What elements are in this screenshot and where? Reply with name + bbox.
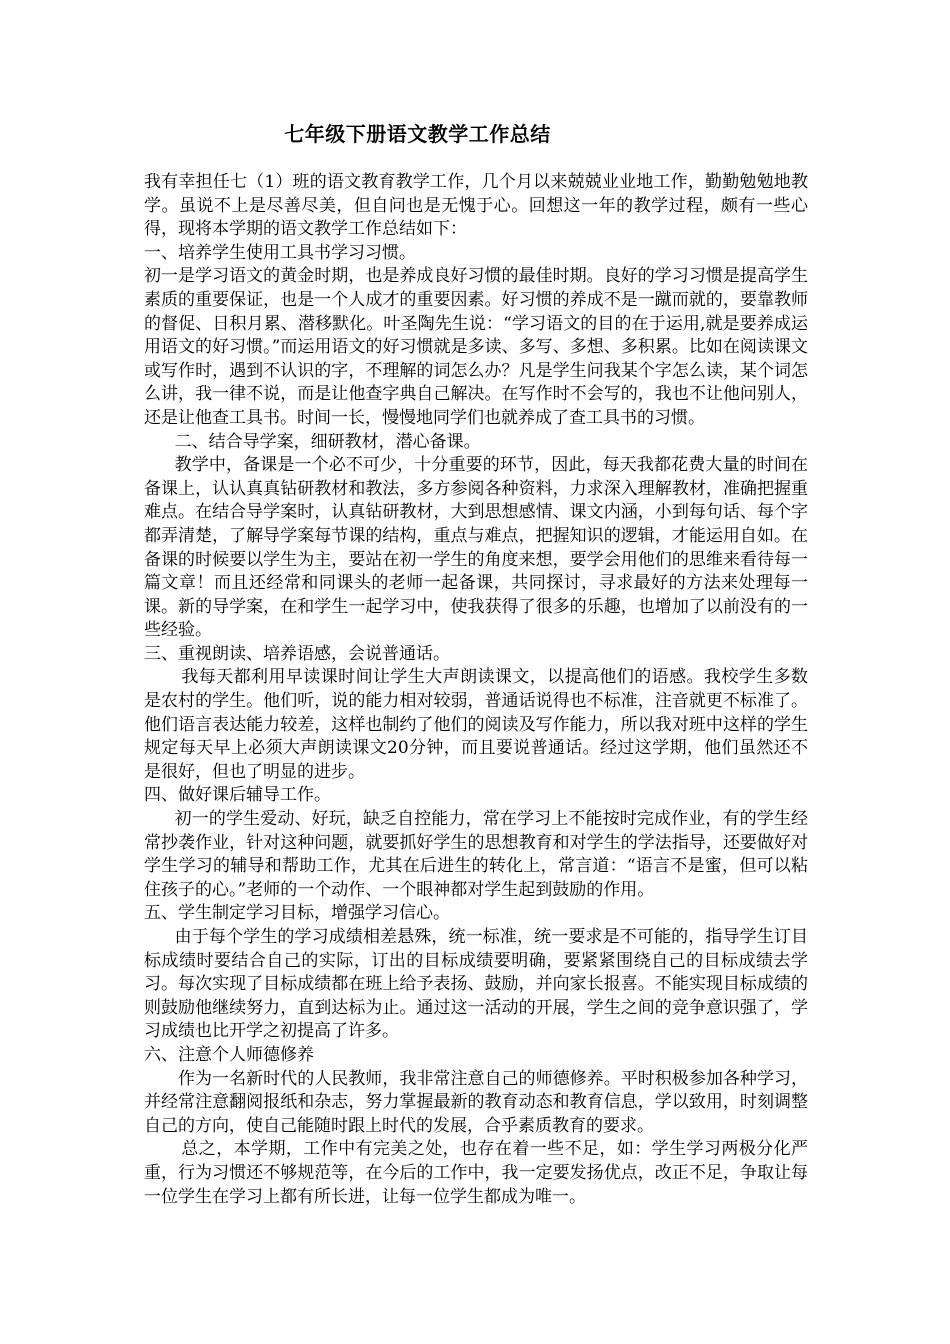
section-heading-5: 五、学生制定学习目标，增强学习信心。 [144,903,450,924]
section-heading-6: 六、注意个人师德修养 [144,1044,314,1065]
section-heading-4: 四、做好课后辅导工作。 [144,785,331,806]
section-paragraph-6: 作为一名新时代的人民教师，我非常注意自己的师德修养。平时积极参加各种学习，并经常注意翻阅报纸和杂志，努力掌握最新的教育动态和教育信息，学以致用，时刻调整自己的方向，使自己能随时跟上时代的发展，合乎素质教育的要求。 [144,1068,808,1136]
section-heading-3: 三、重视朗读、培养语感，会说普通话。 [144,643,450,664]
document-body [144,171,808,1209]
section-paragraph-3: 我每天都利用早读课时间让学生大声朗读课文，以提高他们的语感。我校学生多数是农村的学生。他们听，说的能力相对较弱，普通话说得也不标准，注音就更不标准了。他们语言表达能力较差，这样也制约了他们的阅读及写作能力，所以我对班中这样的学生规定每天早上必须大声朗读课文20分钟，而且要说普通话。经过这学期，他们虽然还不是很好，但也了明显的进步。 [144,667,808,782]
intro-paragraph: 我有幸担任七（1）班的语文教育教学工作，几个月以来兢兢业业地工作，勤勤勉勉地教学。虽说不上是尽善尽美，但自问也是无愧于心。回想这一年的教学过程，颇有一些心得，现将本学期的语文教学工作总结如下： [144,172,808,240]
section-paragraph-2: 教学中，备课是一个必不可少，十分重要的环节，因此，每天我都花费大量的时间在备课上，认认真真钻研教材和教法，多方参阅各种资料，力求深入理解教材，准确把握重难点。在结合导学案时，认真钻研教材，大到思想感情、课文内涵，小到每句话、每个字都弄清楚，了解导学案每节课的结构，重点与难点，把握知识的逻辑，才能运用自如。在备课的时候要以学生为主，要站在初一学生的角度来想，要学会用他们的思维来看待每一篇文章！而且还经常和同课头的老师一起备课，共同探讨，寻求最好的方法来处理每一课。新的导学案，在和学生一起学习中，使我获得了很多的乐趣，也增加了以前没有的一些经验。 [144,455,808,641]
section-paragraph-1: 初一是学习语文的黄金时期，也是养成良好习惯的最佳时期。良好的学习习惯是提高学生素质的重要保证，也是一个人成才的重要因素。好习惯的养成不是一蹴而就的，要靠教师的督促、日积月累、潜移默化。叶圣陶先生说：“学习语文的目的在于运用,就是要养成运用语文的好习惯。”而运用语文的好习惯就是多读、多写、多想、多积累。比如在阅读课文或写作时，遇到不认识的字，不理解的词怎么办？凡是学生问我某个字怎么读，某个词怎么讲，我一律不说，而是让他查字典自己解决。在写作时不会写的，我也不让他问别人，还是让他查工具书。时间一长，慢慢地同学们也就养成了查工具书的习惯。 [144,266,808,428]
section-paragraph-4: 初一的学生爱动、好玩，缺乏自控能力，常在学习上不能按时完成作业，有的学生经常抄袭作业，针对这种问题，就要抓好学生的思想教育和对学生的学法指导，还要做好对学生学习的辅导和帮助工作，尤其在后进生的转化上，常言道：“语言不是蜜，但可以粘住孩子的心。”老师的一个动作、一个眼神都对学生起到鼓励的作用。 [144,809,808,900]
section-paragraph-5: 由于每个学生的学习成绩相差悬殊，统一标准，统一要求是不可能的，指导学生订目标成绩时要结合自己的实际，订出的目标成绩要明确，要紧紧围绕自己的目标成绩去学习。每次实现了目标成绩都在班上给予表扬、鼓励，并向家长报喜。不能实现目标成绩的则鼓励他继续努力，直到达标为止。通过这一活动的开展，学生之间的竞争意识强了，学习成绩也比开学之初提高了许多。 [144,927,808,1042]
section-heading-2: 二、结合导学案，细研教材，潜心备课。 [174,431,481,452]
document-title: 七年级下册语文教学工作总结 [284,122,551,146]
conclusion-paragraph: 总之，本学期，工作中有完美之处，也存在着一些不足，如：学生学习两极分化严重，行为习惯还不够规范等，在今后的工作中，我一定要发扬优点，改正不足，争取让每一位学生在学习上都有所长进，让每一位学生都成为唯一。 [144,1139,808,1207]
section-heading-1: 一、培养学生使用工具书学习习惯。 [144,242,416,263]
